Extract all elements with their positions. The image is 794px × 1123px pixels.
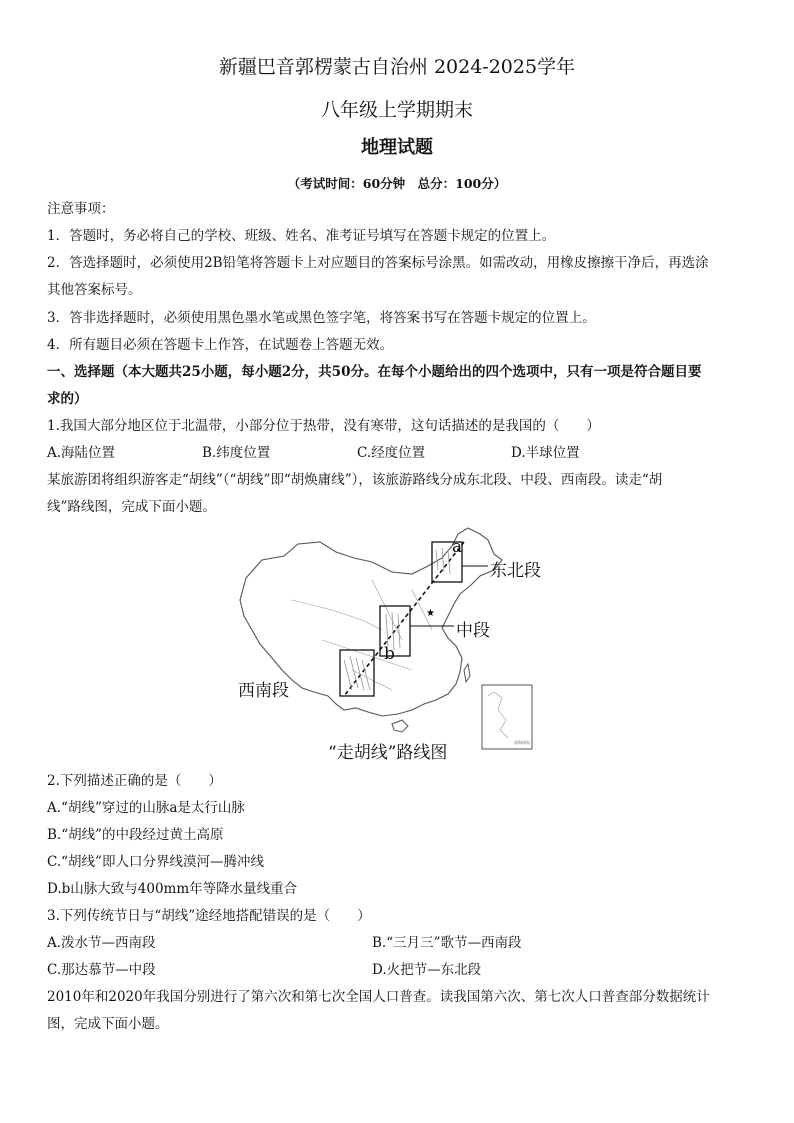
exam-title: 新疆巴音郭楞蒙古自治州 2024-2025学年 [218, 56, 576, 78]
inset-label: 南海诸岛 [514, 740, 530, 745]
question-1-stem: 1.我国大部分地区位于北温带，小部分位于热带，没有寒带，这句话描述的是我国的（ ） [47, 418, 600, 434]
question-2-option-a: A.“胡线”穿过的山脉a是太行山脉 [47, 800, 245, 816]
notice-item-2: 2．答选择题时，必须使用2B铅笔将答题卡上对应题目的答案标号涂黑。如需改动，用橡皮擦擦干净后，再选涂 [47, 255, 709, 271]
map-caption: “走胡线”路线图 [328, 743, 448, 763]
question-3-option-b: B.“三月三”歌节—西南段 [372, 935, 522, 951]
question-2-option-b: B.“胡线”的中段经过黄土高原 [47, 827, 224, 843]
question-1-option-d: D.半球位置 [511, 445, 580, 461]
section-heading-cont: 求的） [47, 391, 88, 407]
question-1-option-b: B.纬度位置 [202, 445, 271, 461]
question-3-option-c: C.那达慕节—中段 [47, 962, 156, 978]
hu-line-route-map [232, 520, 572, 765]
notice-heading: 注意事项： [47, 201, 115, 217]
passage-2-line-2: 图，完成下面小题。 [47, 1016, 169, 1032]
passage-1-line-2: 线”路线图，完成下面小题。 [47, 499, 216, 515]
question-1-option-c: C.经度位置 [357, 445, 426, 461]
notice-item-3: 3．答非选择题时，必须使用黑色墨水笔或黑色签字笔，将答案书写在答题卡规定的位置上。 [47, 310, 596, 326]
passage-2-line-1: 2010年和2020年我国分别进行了第六次和第七次全国人口普查。读我国第六次、第七次人口普查部分数据统计 [47, 989, 710, 1005]
question-3-option-d: D.火把节—东北段 [372, 962, 482, 978]
label-b: b [384, 644, 395, 664]
exam-info: （考试时间：60分钟 总分：100分） [287, 176, 507, 191]
exam-subtitle: 八年级上学期期末 [320, 99, 473, 121]
question-1-option-a: A.海陆位置 [47, 445, 116, 461]
question-2-option-d: D.b山脉大致与400mm年等降水量线重合 [47, 881, 298, 897]
passage-1-line-1: 某旅游团将组织游客走“胡线”（“胡线”即“胡焕庸线”），该旅游路线分成东北段、中段、西南段。读走“胡 [47, 472, 663, 488]
notice-item-2-cont: 其他答案标号。 [47, 282, 142, 298]
question-3-stem: 3.下列传统节日与“胡线”途经地搭配错误的是（ ） [47, 908, 371, 924]
label-northeast: 东北段 [490, 561, 541, 581]
section-heading: 一、选择题（本大题共25小题，每小题2分，共50分。在每个小题给出的四个选项中，只有一项是符合题目要 [47, 364, 702, 380]
question-3-option-a: A.泼水节—西南段 [47, 935, 156, 951]
notice-item-4: 4．所有题目必须在答题卡上作答，在试题卷上答题无效。 [47, 337, 394, 353]
label-middle: 中段 [456, 621, 490, 641]
question-2-option-c: C.“胡线”即人口分界线漠河—腾冲线 [47, 854, 264, 870]
exam-subject: 地理试题 [361, 137, 433, 158]
southwest-box [340, 650, 374, 696]
label-southwest: 西南段 [238, 681, 289, 701]
question-2-stem: 2.下列描述正确的是（ ） [47, 773, 222, 789]
capital-star-icon: ★ [426, 608, 435, 619]
notice-item-1: 1．答题时，务必将自己的学校、班级、姓名、准考证号填写在答题卡规定的位置上。 [47, 228, 556, 244]
label-a: a [452, 537, 463, 557]
